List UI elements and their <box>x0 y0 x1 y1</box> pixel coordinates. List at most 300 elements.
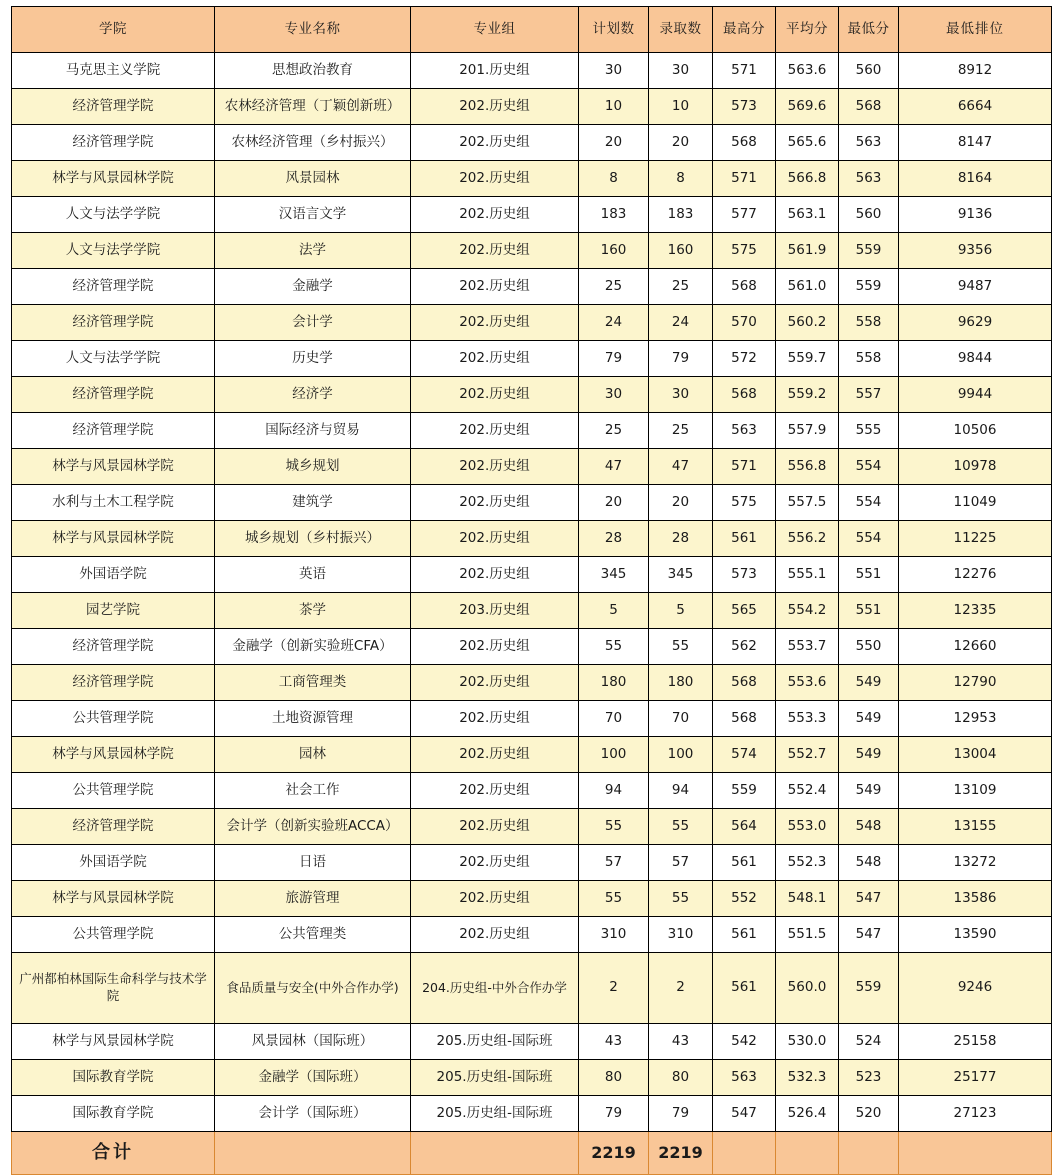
cell-max: 571 <box>713 161 776 197</box>
cell-group: 202.历史组 <box>411 701 579 737</box>
cell-max: 577 <box>713 197 776 233</box>
cell-admitted: 30 <box>649 377 713 413</box>
cell-college: 公共管理学院 <box>12 773 215 809</box>
cell-rank: 27123 <box>899 1096 1052 1132</box>
cell-rank: 13109 <box>899 773 1052 809</box>
cell-admitted: 30 <box>649 53 713 89</box>
cell-min: 554 <box>839 449 899 485</box>
table-row <box>12 305 1052 341</box>
cell-min: 559 <box>839 269 899 305</box>
table-row <box>12 593 1052 629</box>
cell-max: 562 <box>713 629 776 665</box>
cell-min: 555 <box>839 413 899 449</box>
cell-plan: 57 <box>579 845 649 881</box>
cell-max: 575 <box>713 233 776 269</box>
cell-min: 549 <box>839 773 899 809</box>
table-row <box>12 701 1052 737</box>
total-plan: 2219 <box>579 1132 649 1175</box>
cell-college: 国际教育学院 <box>12 1060 215 1096</box>
table-row <box>12 269 1052 305</box>
cell-max: 574 <box>713 737 776 773</box>
cell-group: 204.历史组-中外合作办学 <box>411 953 579 1024</box>
cell-major: 会计学（创新实验班ACCA） <box>215 809 411 845</box>
cell-group: 202.历史组 <box>411 629 579 665</box>
cell-college: 林学与风景园林学院 <box>12 737 215 773</box>
cell-max: 570 <box>713 305 776 341</box>
cell-avg: 563.1 <box>776 197 839 233</box>
cell-plan: 100 <box>579 737 649 773</box>
cell-plan: 55 <box>579 809 649 845</box>
cell-admitted: 28 <box>649 521 713 557</box>
cell-college: 林学与风景园林学院 <box>12 1024 215 1060</box>
cell-plan: 310 <box>579 917 649 953</box>
cell-admitted: 55 <box>649 881 713 917</box>
cell-admitted: 160 <box>649 233 713 269</box>
cell-college: 人文与法学学院 <box>12 233 215 269</box>
cell-college: 经济管理学院 <box>12 629 215 665</box>
table-row <box>12 341 1052 377</box>
cell-rank: 9246 <box>899 953 1052 1024</box>
cell-avg: 556.8 <box>776 449 839 485</box>
cell-avg: 552.7 <box>776 737 839 773</box>
cell-max: 568 <box>713 125 776 161</box>
cell-min: 548 <box>839 809 899 845</box>
cell-major: 旅游管理 <box>215 881 411 917</box>
table-row <box>12 233 1052 269</box>
table-row <box>12 1060 1052 1096</box>
cell-min: 549 <box>839 701 899 737</box>
cell-college: 经济管理学院 <box>12 305 215 341</box>
cell-major: 城乡规划 <box>215 449 411 485</box>
table-row <box>12 89 1052 125</box>
cell-college: 外国语学院 <box>12 845 215 881</box>
cell-avg: 561.9 <box>776 233 839 269</box>
cell-major: 思想政治教育 <box>215 53 411 89</box>
cell-rank: 12276 <box>899 557 1052 593</box>
table-row <box>12 881 1052 917</box>
total-admitted: 2219 <box>649 1132 713 1175</box>
cell-group: 202.历史组 <box>411 737 579 773</box>
cell-group: 202.历史组 <box>411 233 579 269</box>
cell-avg: 560.2 <box>776 305 839 341</box>
cell-group: 205.历史组-国际班 <box>411 1060 579 1096</box>
cell-rank: 9944 <box>899 377 1052 413</box>
cell-college: 经济管理学院 <box>12 125 215 161</box>
cell-college: 经济管理学院 <box>12 377 215 413</box>
cell-major: 社会工作 <box>215 773 411 809</box>
cell-min: 560 <box>839 197 899 233</box>
cell-plan: 25 <box>579 413 649 449</box>
cell-rank: 11049 <box>899 485 1052 521</box>
table-row <box>12 809 1052 845</box>
cell-min: 547 <box>839 881 899 917</box>
cell-plan: 30 <box>579 377 649 413</box>
cell-college: 公共管理学院 <box>12 917 215 953</box>
cell-min: 523 <box>839 1060 899 1096</box>
cell-group: 202.历史组 <box>411 341 579 377</box>
cell-group: 202.历史组 <box>411 773 579 809</box>
cell-college: 园艺学院 <box>12 593 215 629</box>
cell-avg: 554.2 <box>776 593 839 629</box>
cell-rank: 10506 <box>899 413 1052 449</box>
cell-college: 外国语学院 <box>12 557 215 593</box>
cell-max: 547 <box>713 1096 776 1132</box>
cell-college: 经济管理学院 <box>12 665 215 701</box>
column-header-max: 最高分 <box>713 7 776 53</box>
cell-plan: 2 <box>579 953 649 1024</box>
table-row <box>12 413 1052 449</box>
cell-avg: 553.3 <box>776 701 839 737</box>
cell-admitted: 55 <box>649 809 713 845</box>
cell-max: 542 <box>713 1024 776 1060</box>
cell-major: 法学 <box>215 233 411 269</box>
cell-avg: 560.0 <box>776 953 839 1024</box>
cell-admitted: 70 <box>649 701 713 737</box>
cell-admitted: 8 <box>649 161 713 197</box>
cell-avg: 552.3 <box>776 845 839 881</box>
cell-avg: 552.4 <box>776 773 839 809</box>
cell-min: 547 <box>839 917 899 953</box>
cell-major: 国际经济与贸易 <box>215 413 411 449</box>
cell-group: 202.历史组 <box>411 845 579 881</box>
cell-rank: 13272 <box>899 845 1052 881</box>
cell-major: 园林 <box>215 737 411 773</box>
cell-major: 风景园林（国际班） <box>215 1024 411 1060</box>
cell-rank: 13004 <box>899 737 1052 773</box>
cell-group: 202.历史组 <box>411 521 579 557</box>
cell-plan: 160 <box>579 233 649 269</box>
cell-major: 英语 <box>215 557 411 593</box>
table-row <box>12 485 1052 521</box>
cell-avg: 553.6 <box>776 665 839 701</box>
cell-group: 202.历史组 <box>411 665 579 701</box>
cell-college: 经济管理学院 <box>12 269 215 305</box>
cell-rank: 13155 <box>899 809 1052 845</box>
total-group <box>411 1132 579 1175</box>
cell-major: 历史学 <box>215 341 411 377</box>
table-row <box>12 377 1052 413</box>
cell-college: 国际教育学院 <box>12 1096 215 1132</box>
cell-rank: 13586 <box>899 881 1052 917</box>
cell-admitted: 55 <box>649 629 713 665</box>
cell-group: 202.历史组 <box>411 125 579 161</box>
cell-min: 524 <box>839 1024 899 1060</box>
total-major <box>215 1132 411 1175</box>
cell-max: 561 <box>713 953 776 1024</box>
cell-rank: 25177 <box>899 1060 1052 1096</box>
column-header-rank: 最低排位 <box>899 7 1052 53</box>
cell-major: 金融学 <box>215 269 411 305</box>
cell-group: 202.历史组 <box>411 269 579 305</box>
cell-major: 茶学 <box>215 593 411 629</box>
cell-group: 205.历史组-国际班 <box>411 1024 579 1060</box>
cell-avg: 569.6 <box>776 89 839 125</box>
table-body <box>12 53 1052 1175</box>
cell-avg: 555.1 <box>776 557 839 593</box>
cell-admitted: 20 <box>649 485 713 521</box>
cell-min: 559 <box>839 953 899 1024</box>
cell-group: 202.历史组 <box>411 305 579 341</box>
cell-major: 食品质量与安全(中外合作办学) <box>215 953 411 1024</box>
cell-admitted: 80 <box>649 1060 713 1096</box>
total-label: 合计 <box>12 1132 215 1175</box>
cell-rank: 12660 <box>899 629 1052 665</box>
cell-admitted: 79 <box>649 1096 713 1132</box>
cell-plan: 5 <box>579 593 649 629</box>
cell-rank: 9356 <box>899 233 1052 269</box>
cell-max: 571 <box>713 53 776 89</box>
cell-max: 565 <box>713 593 776 629</box>
cell-group: 202.历史组 <box>411 809 579 845</box>
cell-admitted: 24 <box>649 305 713 341</box>
cell-college: 经济管理学院 <box>12 413 215 449</box>
cell-college: 经济管理学院 <box>12 809 215 845</box>
cell-min: 550 <box>839 629 899 665</box>
cell-major: 土地资源管理 <box>215 701 411 737</box>
column-header-group: 专业组 <box>411 7 579 53</box>
cell-min: 558 <box>839 341 899 377</box>
table-row <box>12 161 1052 197</box>
cell-max: 575 <box>713 485 776 521</box>
cell-major: 金融学（创新实验班CFA） <box>215 629 411 665</box>
cell-admitted: 345 <box>649 557 713 593</box>
cell-min: 563 <box>839 125 899 161</box>
total-rank <box>899 1132 1052 1175</box>
cell-min: 549 <box>839 737 899 773</box>
total-min <box>839 1132 899 1175</box>
cell-admitted: 2 <box>649 953 713 1024</box>
cell-max: 563 <box>713 1060 776 1096</box>
cell-college: 林学与风景园林学院 <box>12 449 215 485</box>
cell-rank: 12953 <box>899 701 1052 737</box>
cell-rank: 25158 <box>899 1024 1052 1060</box>
column-header-college: 学院 <box>12 7 215 53</box>
table-row <box>12 53 1052 89</box>
cell-min: 557 <box>839 377 899 413</box>
cell-rank: 8912 <box>899 53 1052 89</box>
cell-college: 公共管理学院 <box>12 701 215 737</box>
cell-rank: 6664 <box>899 89 1052 125</box>
table-row <box>12 557 1052 593</box>
cell-max: 568 <box>713 665 776 701</box>
cell-plan: 20 <box>579 125 649 161</box>
cell-avg: 563.6 <box>776 53 839 89</box>
cell-admitted: 94 <box>649 773 713 809</box>
column-header-major: 专业名称 <box>215 7 411 53</box>
cell-avg: 566.8 <box>776 161 839 197</box>
cell-plan: 43 <box>579 1024 649 1060</box>
cell-plan: 20 <box>579 485 649 521</box>
table-row <box>12 665 1052 701</box>
cell-avg: 553.7 <box>776 629 839 665</box>
cell-group: 202.历史组 <box>411 197 579 233</box>
cell-plan: 55 <box>579 881 649 917</box>
cell-major: 日语 <box>215 845 411 881</box>
table-row <box>12 629 1052 665</box>
cell-plan: 8 <box>579 161 649 197</box>
cell-min: 551 <box>839 593 899 629</box>
cell-college: 经济管理学院 <box>12 89 215 125</box>
cell-college: 林学与风景园林学院 <box>12 161 215 197</box>
admission-score-table <box>11 6 1052 1175</box>
cell-max: 564 <box>713 809 776 845</box>
cell-min: 549 <box>839 665 899 701</box>
table-row <box>12 1096 1052 1132</box>
cell-plan: 10 <box>579 89 649 125</box>
table-row <box>12 449 1052 485</box>
cell-admitted: 25 <box>649 269 713 305</box>
cell-admitted: 25 <box>649 413 713 449</box>
cell-max: 561 <box>713 917 776 953</box>
table-row <box>12 773 1052 809</box>
cell-major: 会计学 <box>215 305 411 341</box>
cell-major: 城乡规划（乡村振兴） <box>215 521 411 557</box>
cell-min: 554 <box>839 521 899 557</box>
cell-max: 568 <box>713 701 776 737</box>
table-total-row <box>12 1132 1052 1175</box>
cell-avg: 532.3 <box>776 1060 839 1096</box>
cell-rank: 10978 <box>899 449 1052 485</box>
cell-group: 202.历史组 <box>411 917 579 953</box>
cell-min: 558 <box>839 305 899 341</box>
table-row <box>12 845 1052 881</box>
cell-avg: 559.7 <box>776 341 839 377</box>
table-row <box>12 953 1052 1024</box>
cell-group: 203.历史组 <box>411 593 579 629</box>
cell-admitted: 5 <box>649 593 713 629</box>
cell-plan: 79 <box>579 1096 649 1132</box>
cell-avg: 548.1 <box>776 881 839 917</box>
cell-avg: 551.5 <box>776 917 839 953</box>
cell-max: 561 <box>713 521 776 557</box>
cell-admitted: 20 <box>649 125 713 161</box>
cell-plan: 55 <box>579 629 649 665</box>
cell-plan: 30 <box>579 53 649 89</box>
cell-group: 202.历史组 <box>411 449 579 485</box>
cell-min: 560 <box>839 53 899 89</box>
table-row <box>12 1024 1052 1060</box>
cell-max: 563 <box>713 413 776 449</box>
cell-major: 农林经济管理（乡村振兴） <box>215 125 411 161</box>
cell-major: 公共管理类 <box>215 917 411 953</box>
cell-college: 人文与法学学院 <box>12 341 215 377</box>
cell-plan: 70 <box>579 701 649 737</box>
cell-admitted: 180 <box>649 665 713 701</box>
cell-admitted: 79 <box>649 341 713 377</box>
cell-group: 202.历史组 <box>411 377 579 413</box>
cell-group: 205.历史组-国际班 <box>411 1096 579 1132</box>
cell-max: 561 <box>713 845 776 881</box>
cell-min: 548 <box>839 845 899 881</box>
cell-college: 人文与法学学院 <box>12 197 215 233</box>
cell-admitted: 57 <box>649 845 713 881</box>
cell-avg: 557.9 <box>776 413 839 449</box>
cell-avg: 559.2 <box>776 377 839 413</box>
table-row <box>12 125 1052 161</box>
cell-college: 林学与风景园林学院 <box>12 521 215 557</box>
column-header-admitted: 录取数 <box>649 7 713 53</box>
cell-plan: 180 <box>579 665 649 701</box>
cell-max: 568 <box>713 269 776 305</box>
cell-min: 554 <box>839 485 899 521</box>
cell-min: 559 <box>839 233 899 269</box>
cell-major: 经济学 <box>215 377 411 413</box>
cell-max: 573 <box>713 89 776 125</box>
cell-rank: 13590 <box>899 917 1052 953</box>
cell-rank: 9487 <box>899 269 1052 305</box>
cell-max: 559 <box>713 773 776 809</box>
cell-group: 202.历史组 <box>411 413 579 449</box>
cell-max: 568 <box>713 377 776 413</box>
total-avg <box>776 1132 839 1175</box>
cell-plan: 79 <box>579 341 649 377</box>
cell-group: 202.历史组 <box>411 557 579 593</box>
table-header <box>12 7 1052 53</box>
cell-rank: 12790 <box>899 665 1052 701</box>
table-row <box>12 917 1052 953</box>
cell-min: 520 <box>839 1096 899 1132</box>
cell-major: 建筑学 <box>215 485 411 521</box>
column-header-plan: 计划数 <box>579 7 649 53</box>
cell-avg: 530.0 <box>776 1024 839 1060</box>
cell-avg: 557.5 <box>776 485 839 521</box>
cell-rank: 8164 <box>899 161 1052 197</box>
cell-max: 573 <box>713 557 776 593</box>
cell-college: 林学与风景园林学院 <box>12 881 215 917</box>
cell-group: 202.历史组 <box>411 881 579 917</box>
cell-plan: 24 <box>579 305 649 341</box>
cell-rank: 11225 <box>899 521 1052 557</box>
cell-admitted: 47 <box>649 449 713 485</box>
cell-major: 会计学（国际班） <box>215 1096 411 1132</box>
cell-max: 552 <box>713 881 776 917</box>
cell-rank: 8147 <box>899 125 1052 161</box>
cell-group: 202.历史组 <box>411 485 579 521</box>
cell-major: 汉语言文学 <box>215 197 411 233</box>
cell-major: 金融学（国际班） <box>215 1060 411 1096</box>
cell-max: 572 <box>713 341 776 377</box>
cell-plan: 80 <box>579 1060 649 1096</box>
cell-avg: 556.2 <box>776 521 839 557</box>
cell-group: 202.历史组 <box>411 161 579 197</box>
cell-max: 571 <box>713 449 776 485</box>
cell-admitted: 43 <box>649 1024 713 1060</box>
cell-avg: 561.0 <box>776 269 839 305</box>
cell-plan: 345 <box>579 557 649 593</box>
cell-admitted: 310 <box>649 917 713 953</box>
cell-group: 202.历史组 <box>411 89 579 125</box>
cell-avg: 565.6 <box>776 125 839 161</box>
column-header-min: 最低分 <box>839 7 899 53</box>
cell-group: 201.历史组 <box>411 53 579 89</box>
cell-rank: 12335 <box>899 593 1052 629</box>
cell-admitted: 10 <box>649 89 713 125</box>
cell-college: 马克思主义学院 <box>12 53 215 89</box>
cell-min: 568 <box>839 89 899 125</box>
cell-rank: 9629 <box>899 305 1052 341</box>
total-max <box>713 1132 776 1175</box>
cell-admitted: 100 <box>649 737 713 773</box>
cell-major: 工商管理类 <box>215 665 411 701</box>
table-row <box>12 521 1052 557</box>
cell-plan: 183 <box>579 197 649 233</box>
cell-admitted: 183 <box>649 197 713 233</box>
header-row <box>12 7 1052 53</box>
cell-major: 风景园林 <box>215 161 411 197</box>
cell-avg: 553.0 <box>776 809 839 845</box>
column-header-avg: 平均分 <box>776 7 839 53</box>
cell-plan: 94 <box>579 773 649 809</box>
